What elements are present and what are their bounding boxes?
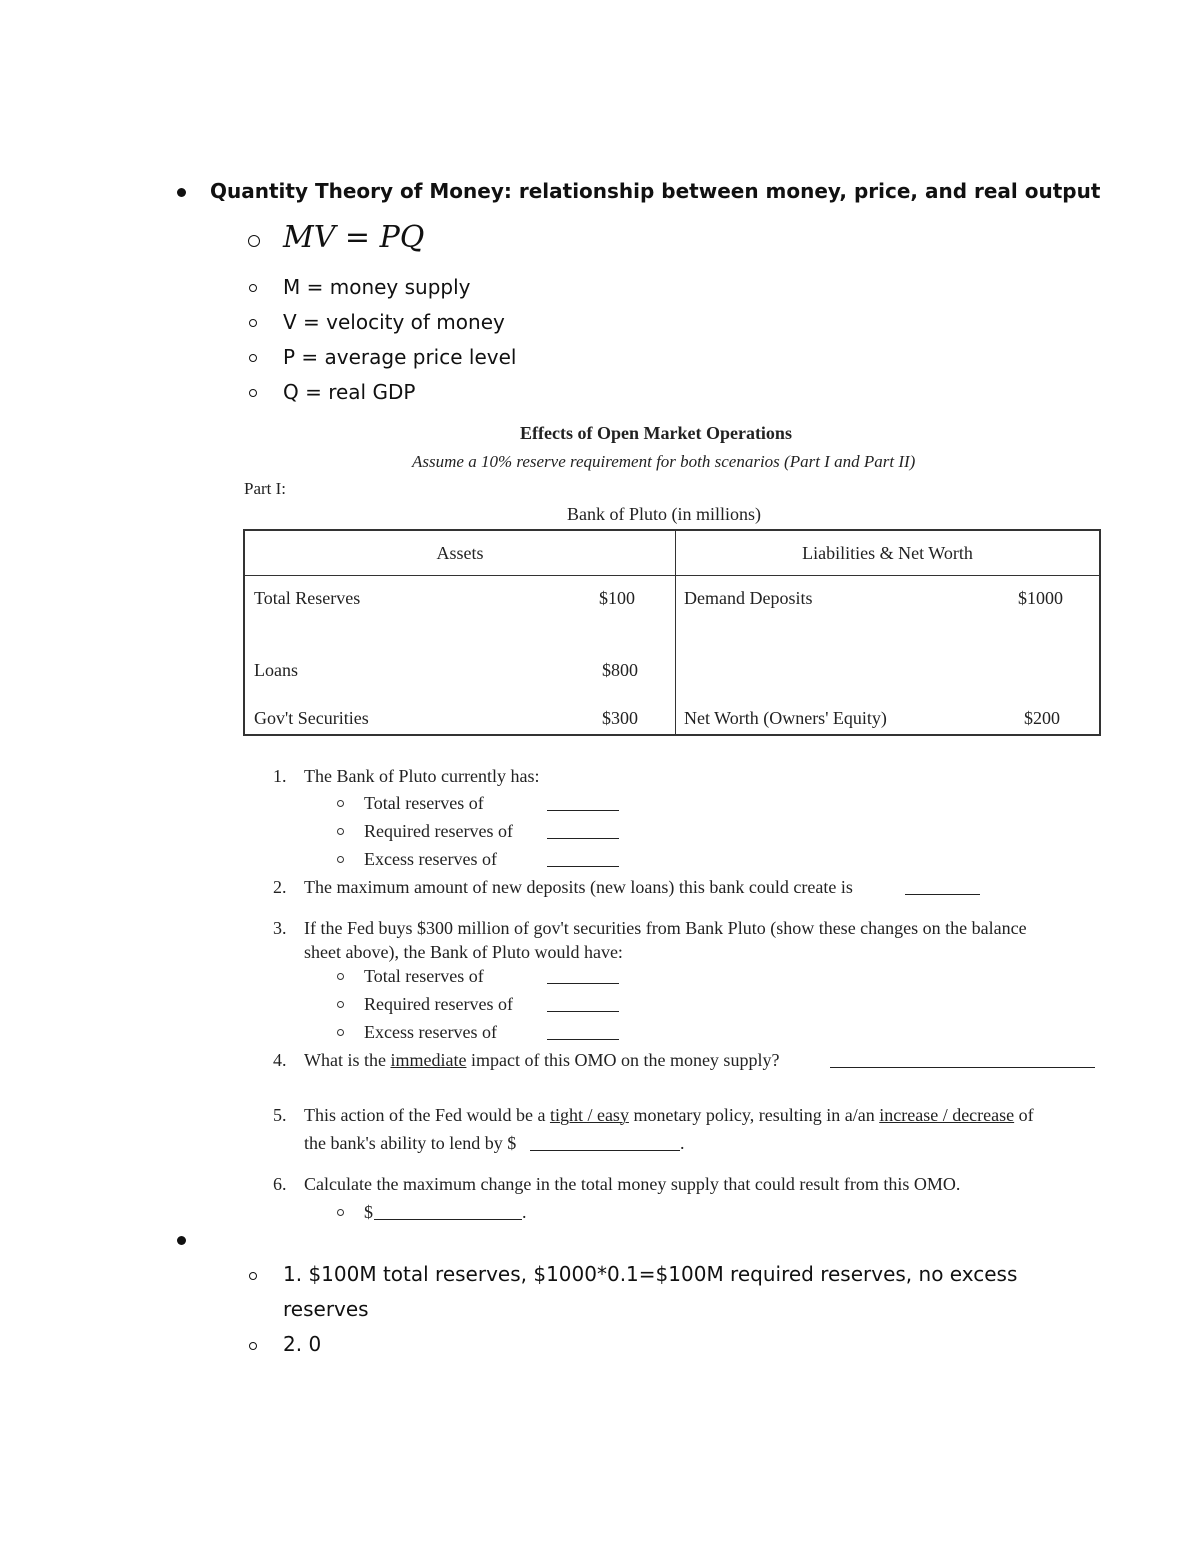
answer-blank[interactable] bbox=[905, 880, 980, 895]
question-sub: Required reserves of bbox=[364, 821, 513, 841]
liability-label: Net Worth (Owners' Equity) bbox=[684, 708, 887, 728]
asset-label: Loans bbox=[254, 660, 298, 680]
question-sub: Excess reserves of bbox=[364, 849, 497, 869]
worksheet-subtitle: Assume a 10% reserve requirement for both scenarios (Part I and Part II) bbox=[412, 452, 916, 471]
question-sub: $ bbox=[364, 1202, 373, 1222]
question-text bbox=[304, 1105, 1034, 1126]
sub-bullet-icon bbox=[337, 828, 344, 835]
sub-bullet-icon bbox=[337, 1209, 344, 1216]
answer-line: 2. 0 bbox=[283, 1332, 322, 1356]
notes-heading: Quantity Theory of Money: relationship between money, price, and real output bbox=[210, 179, 1101, 203]
sub-bullet-icon bbox=[249, 1272, 257, 1280]
question-number: 1. bbox=[273, 766, 287, 786]
question-number: 4. bbox=[273, 1050, 287, 1070]
liability-value: $1000 bbox=[1018, 588, 1063, 608]
worksheet-title: Effects of Open Market Operations bbox=[520, 423, 792, 443]
assets-column bbox=[244, 576, 676, 736]
period: . bbox=[680, 1133, 685, 1153]
sub-bullet-icon bbox=[249, 1342, 257, 1350]
formula: MV = PQ bbox=[283, 220, 425, 255]
question-text-part: monetary policy, resulting in a/an bbox=[628, 1105, 880, 1125]
question-text: If the Fed buys $300 million of gov't securities from Bank Pluto (show these changes on the balance bbox=[304, 918, 1027, 938]
answer-blank[interactable] bbox=[547, 969, 619, 984]
question-sub: Total reserves of bbox=[364, 793, 484, 813]
question-text: Calculate the maximum change in the total money supply that could result from this OMO. bbox=[304, 1174, 961, 1194]
emphasis: immediate bbox=[390, 1050, 467, 1070]
definition-item: V = velocity of money bbox=[283, 310, 505, 334]
sub-bullet-icon bbox=[249, 319, 257, 327]
question-text-part: What is the bbox=[304, 1050, 391, 1070]
asset-value: $300 bbox=[602, 708, 638, 728]
sub-bullet-icon bbox=[248, 235, 260, 247]
definition-item: P = average price level bbox=[283, 345, 517, 369]
sub-bullet-icon bbox=[337, 1029, 344, 1036]
definition-item: Q = real GDP bbox=[283, 380, 416, 404]
question-text-part: impact of this OMO on the money supply? bbox=[466, 1050, 780, 1070]
liability-label: Demand Deposits bbox=[684, 588, 813, 608]
answer-blank[interactable] bbox=[547, 997, 619, 1012]
sub-bullet-icon bbox=[249, 354, 257, 362]
question-number: 2. bbox=[273, 877, 287, 897]
question-number: 6. bbox=[273, 1174, 287, 1194]
question-text: The maximum amount of new deposits (new loans) this bank could create is bbox=[304, 877, 853, 897]
question-text: The Bank of Pluto currently has: bbox=[304, 766, 540, 786]
liabilities-header: Liabilities & Net Worth bbox=[676, 530, 1101, 576]
sub-bullet-icon bbox=[249, 284, 257, 292]
liability-value: $200 bbox=[1024, 708, 1060, 728]
asset-label: Total Reserves bbox=[254, 588, 361, 608]
choice-increase-decrease[interactable]: increase / decrease bbox=[879, 1105, 1015, 1125]
question-text bbox=[304, 1050, 779, 1071]
liabilities-column bbox=[676, 576, 1101, 736]
answer-blank[interactable] bbox=[547, 1025, 619, 1040]
sub-bullet-icon bbox=[337, 1001, 344, 1008]
asset-label: Gov't Securities bbox=[254, 708, 369, 728]
part-label: Part I: bbox=[244, 479, 287, 498]
answer-blank[interactable] bbox=[547, 824, 619, 839]
answer-line: 1. $100M total reserves, $1000*0.1=$100M required reserves, no excess bbox=[283, 1262, 1018, 1286]
asset-value: $800 bbox=[602, 660, 638, 680]
choice-tight-easy[interactable]: tight / easy bbox=[549, 1105, 629, 1125]
period: . bbox=[522, 1202, 527, 1222]
answer-blank[interactable] bbox=[547, 796, 619, 811]
question-number: 3. bbox=[273, 918, 287, 938]
answer-blank[interactable] bbox=[830, 1053, 1095, 1068]
question-text-part: of bbox=[1014, 1105, 1034, 1125]
question-text: the bank's ability to lend by $ bbox=[304, 1133, 517, 1153]
asset-value: $100 bbox=[599, 588, 635, 608]
sub-bullet-icon bbox=[337, 800, 344, 807]
question-number: 5. bbox=[273, 1105, 287, 1125]
balance-sheet bbox=[243, 529, 1101, 736]
answer-line: reserves bbox=[283, 1297, 369, 1321]
question-sub: Total reserves of bbox=[364, 966, 484, 986]
question-sub: Excess reserves of bbox=[364, 1022, 497, 1042]
question-sub: Required reserves of bbox=[364, 994, 513, 1014]
sub-bullet-icon bbox=[249, 389, 257, 397]
answer-blank[interactable] bbox=[530, 1136, 680, 1151]
answer-blank[interactable] bbox=[547, 852, 619, 867]
assets-header: Assets bbox=[244, 530, 676, 576]
sub-bullet-icon bbox=[337, 973, 344, 980]
definition-item: M = money supply bbox=[283, 275, 471, 299]
question-text: sheet above), the Bank of Pluto would have: bbox=[304, 942, 623, 962]
sub-bullet-icon bbox=[337, 856, 344, 863]
bank-caption: Bank of Pluto (in millions) bbox=[567, 504, 762, 524]
question-text-part: This action of the Fed would be a bbox=[304, 1105, 550, 1125]
answer-blank[interactable] bbox=[374, 1205, 522, 1220]
bullet-icon bbox=[177, 188, 186, 197]
bullet-icon bbox=[177, 1236, 186, 1245]
